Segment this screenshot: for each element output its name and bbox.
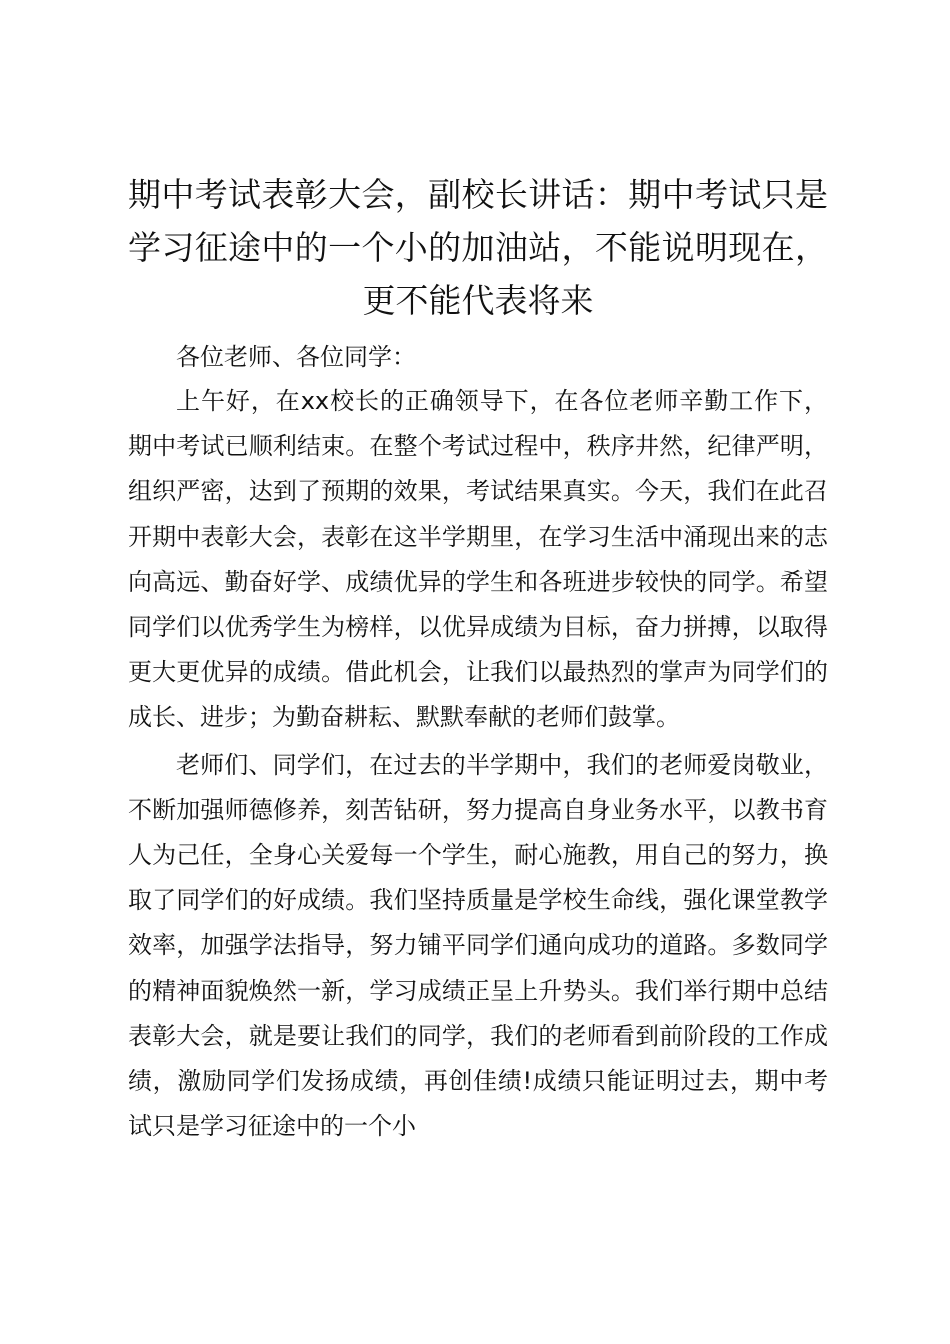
body-paragraph-1: 上午好，在xx校长的正确领导下，在各位老师辛勤工作下，期中考试已顺利结束。在整个考试过程中，秩序井然，纪律严明，组织严密，达到了预期的效果，考试结果真实。今天，我们在此召开期中表彰大会，表彰在这半学期里，在学习生活中涌现出来的志向高远、勤奋好学、成绩优异的学生和各班进步较快的同学。希望同学们以优秀学生为榜样，以优异成绩为目标，奋力拼搏，以取得更大更优异的成绩。借此机会，让我们以最热烈的掌声为同学们的成长、进步；为勤奋耕耘、默默奉献的老师们鼓掌。 [128, 387, 828, 732]
document-page [128, 168, 828, 1149]
salutation: 各位老师、各位同学： [176, 343, 416, 371]
body-paragraph-2: 老师们、同学们，在过去的半学期中，我们的老师爱岗敬业，不断加强师德修养，刻苦钻研，努力提高自身业务水平，以教书育人为己任，全身心关爱每一个学生，耐心施教，用自己的努力，换取了同学们的好成绩。我们坚持质量是学校生命线，强化课堂教学效率，加强学法指导，努力铺平同学们通向成功的道路。多数同学的精神面貌焕然一新，学习成绩正呈上升势头。我们举行期中总结表彰大会，就是要让我们的同学，我们的老师看到前阶段的工作成绩，激励同学们发扬成绩，再创佳绩!成绩只能证明过去，期中考试只是学习征途中的一个小 [128, 750, 828, 1141]
document-title: 期中考试表彰大会，副校长讲话：期中考试只是学习征途中的一个小的加油站，不能说明现在，更不能代表将来 [128, 175, 828, 320]
